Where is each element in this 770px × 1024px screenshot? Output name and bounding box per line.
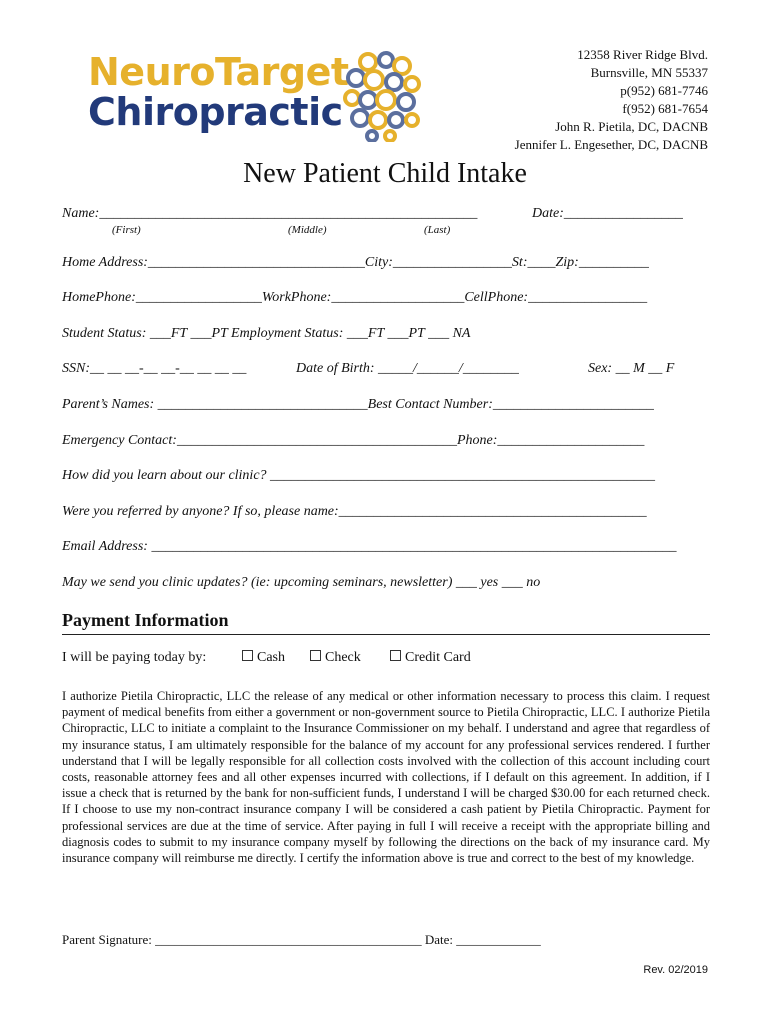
email-field[interactable]: Email Address: ___________________________________________________________________________ [62, 539, 677, 554]
parents-names-field[interactable]: Parent’s Names: ______________________________Best Contact Number:_______________________ [62, 397, 654, 412]
phone-fields[interactable]: HomePhone:__________________WorkPhone:___________________CellPhone:_________________ [62, 290, 648, 305]
payment-option-label: Credit Card [405, 650, 471, 665]
payment-option-label: Cash [257, 650, 285, 665]
authorization-paragraph: I authorize Pietila Chiropractic, LLC the release of any medical or other information necessary to process this claim. I request payment of medical benefits from either a government or non-government source to Pietila Chiropractic, LLC. I authorize Pietila Chiropractic, LLC to initiate a complaint to the Insurance Commissioner on my behalf. I understand and agree that regardless of my insurance status, I am ultimately responsible for the balance of my account for any professional services rendered. I further understand that I will be legally responsible for all collection costs involved with the collection of this account including court costs, reasonable attorney fees and all other expenses incurred with collections, if I default on this agreement. In addition, if I issue a check that is returned by the bank for non-sufficient funds, I understand I will be charged $30.00 for each returned check. If I choose to use my non-contract insurance company I will be considered a cash patient by Pietila Chiropractic. Payment for professional services are due at the time of service. After paying in full I will receive a receipt with the appropriate billing and diagnosis codes to submit to my insurance company myself by following the directions on the back of my insurance card. My insurance company will reimburse me directly. I certify the information above is true and correct to the best of my knowledge. [62, 689, 710, 866]
sex-field[interactable]: Sex: __ M __ F [588, 361, 675, 376]
brain-bubbles-icon [338, 50, 428, 142]
name-middle-label: (Middle) [288, 224, 327, 236]
logo-line-1 [88, 52, 349, 92]
payment-option-check[interactable] [310, 650, 361, 666]
payment-option-cash[interactable] [242, 650, 285, 666]
ssn-field[interactable]: SSN:__ __ __-__ __-__ __ __ __ [62, 361, 247, 376]
home-address-field[interactable]: Home Address:_______________________________City:_________________St:____Zip:__________ [62, 255, 649, 270]
updates-consent-field[interactable]: May we send you clinic updates? (ie: upcoming seminars, newsletter) ___ yes ___ no [62, 575, 541, 590]
address-city: Burnsville, MN 55337 [590, 65, 708, 80]
clinic-learn-field[interactable]: How did you learn about our clinic? _______________________________________________________ [62, 468, 656, 483]
clinic-address-block [515, 46, 708, 154]
emergency-contact-field[interactable]: Emergency Contact:________________________________________Phone:_____________________ [62, 433, 645, 448]
address-phone: p(952) 681-7746 [620, 83, 708, 98]
payment-option-credit-card[interactable] [390, 650, 471, 666]
doctor-1: John R. Pietila, DC, DACNB [555, 119, 708, 134]
logo-word-neuro: Neuro [88, 50, 215, 94]
checkbox-icon[interactable] [390, 650, 401, 661]
revision-label: Rev. 02/2019 [643, 964, 708, 976]
payment-heading: Payment Information [62, 610, 229, 630]
form-title: New Patient Child Intake [243, 158, 527, 189]
checkbox-icon[interactable] [310, 650, 321, 661]
address-fax: f(952) 681-7654 [622, 101, 708, 116]
payment-option-label: Check [325, 650, 361, 665]
name-field[interactable]: Name:______________________________________________________ [62, 206, 478, 221]
address-street: 12358 River Ridge Blvd. [577, 47, 708, 62]
name-last-label: (Last) [424, 224, 451, 236]
date-field[interactable]: Date:_________________ [532, 206, 683, 221]
dob-field[interactable]: Date of Birth: _____/______/________ [296, 361, 519, 376]
parent-signature-field[interactable]: Parent Signature: _________________________________________ Date: _____________ [62, 932, 541, 947]
section-divider [62, 634, 710, 635]
referred-by-field[interactable]: Were you referred by anyone? If so, please name:____________________________________________ [62, 504, 647, 519]
logo-line-2: Chiropractic [88, 90, 343, 134]
clinic-logo [88, 50, 428, 142]
payment-prompt: I will be paying today by: [62, 650, 207, 665]
checkbox-icon[interactable] [242, 650, 253, 661]
doctor-2: Jennifer L. Engesether, DC, DACNB [514, 137, 708, 152]
student-status-field[interactable]: Student Status: ___FT ___PT Employment Status: ___FT ___PT ___ NA [62, 326, 471, 341]
name-first-label: (First) [112, 224, 141, 236]
logo-word-target: Target [214, 50, 349, 94]
